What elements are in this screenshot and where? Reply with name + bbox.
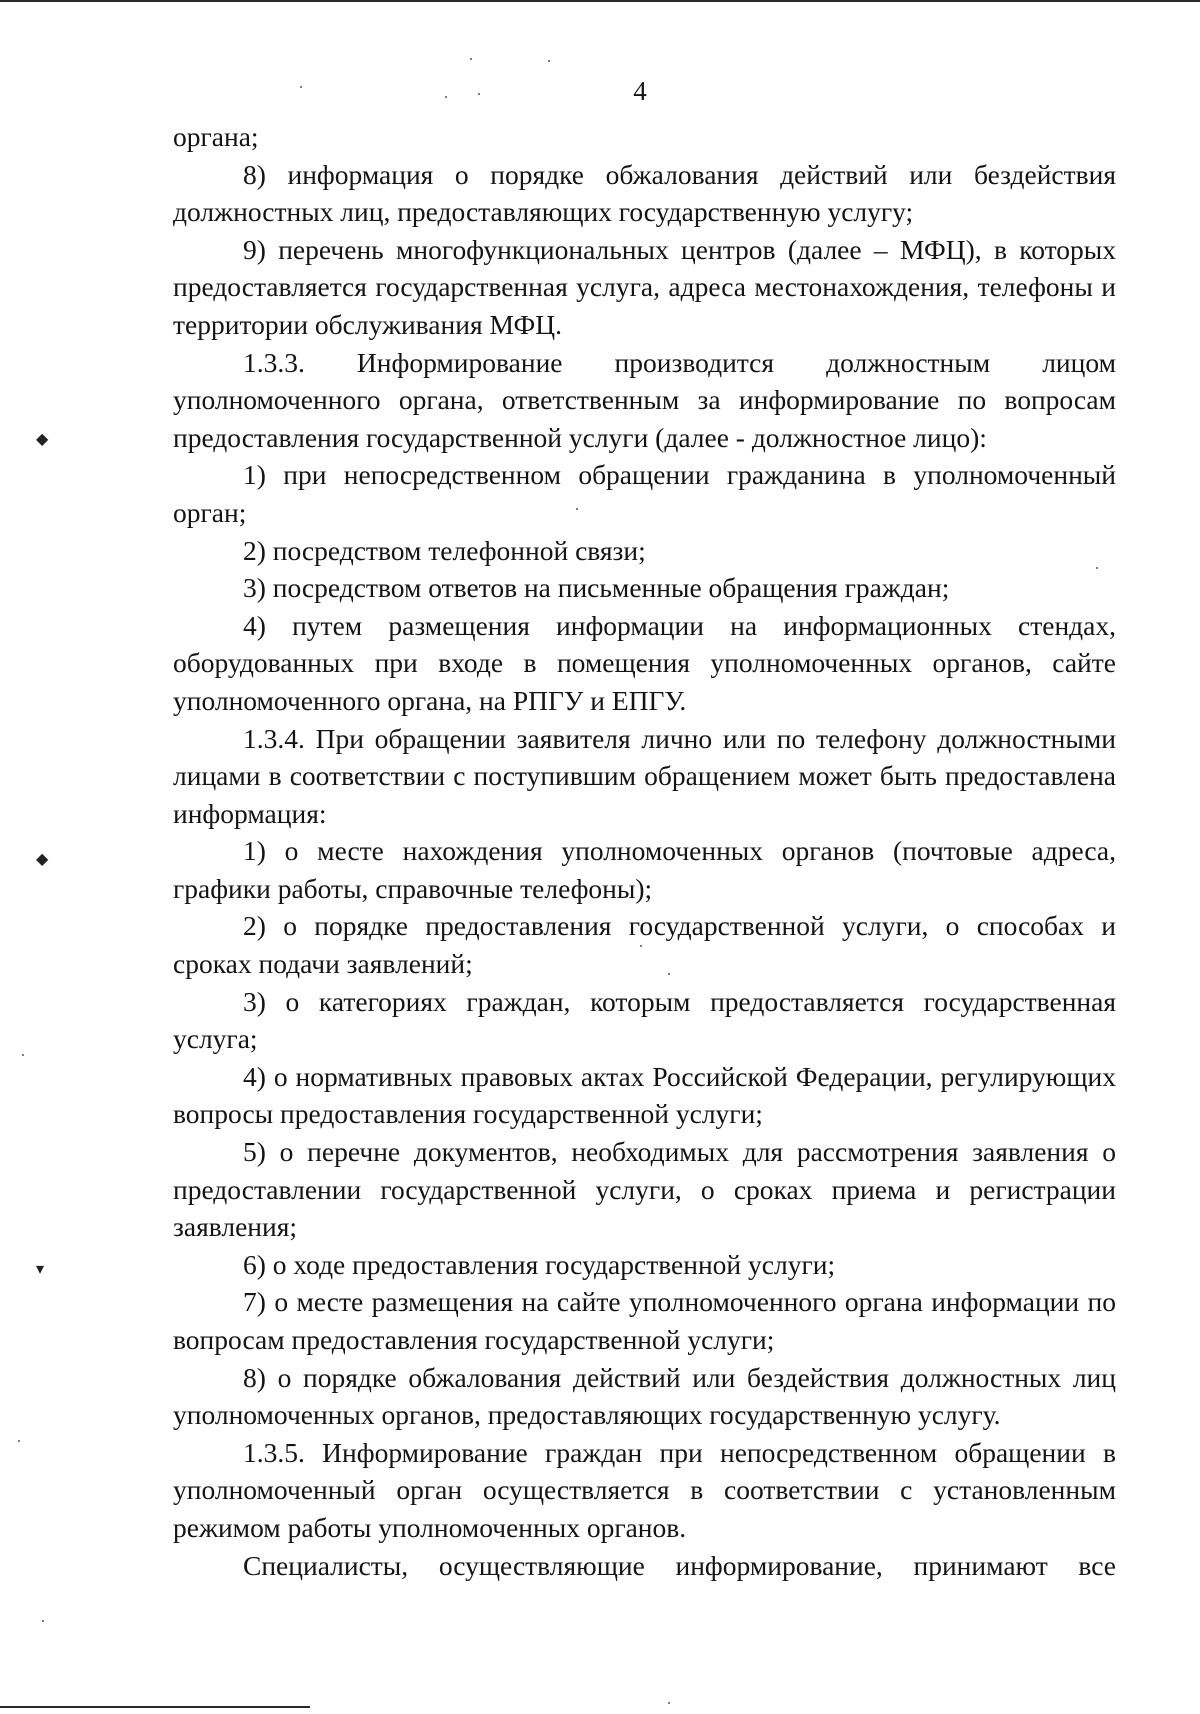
scan-speck: [576, 508, 578, 510]
scan-speck: [478, 93, 480, 95]
scan-speck: [668, 1702, 670, 1704]
paragraph-info-3: 3) о категориях граждан, которым предоставляется государственная услуга;: [173, 985, 1116, 1055]
paragraph-item-9-mfc-list: 9) перечень многофункциональных центров (далее – МФЦ), в которых предоставляется государственная услуга, адреса местонахождения, телефоны и территории обслуживания МФЦ.: [173, 233, 1116, 340]
paragraph-item-8-appeal-info: 8) информация о порядке обжалования действий или бездействия должностных лиц, предоставляющих государственную услугу;: [173, 158, 1116, 228]
paragraph-1-3-3: 1.3.3. Информирование производится должностным лицом уполномоченного органа, ответственным за информирование по вопросам предоставления государственной услуги (далее - должностное лицо):: [173, 346, 1116, 453]
paragraph-info-1: 1) о месте нахождения уполномоченных органов (почтовые адреса, графики работы, справочные телефоны);: [173, 835, 1116, 904]
paragraph-method-3: 3) посредством ответов на письменные обращения граждан;: [243, 572, 950, 604]
paragraph-continuation: органа;: [173, 121, 259, 152]
margin-mark: ◆: [36, 431, 49, 448]
paragraph-info-2: 2) о порядке предоставления государственной услуги, о способах и сроках подачи заявлений;: [173, 910, 1116, 980]
scan-edge-top: [0, 0, 1200, 2]
scan-speck: [668, 973, 670, 975]
paragraph-method-1: 1) при непосредственном обращении гражданина в уполномоченный орган;: [173, 459, 1116, 528]
scan-speck: [640, 945, 642, 947]
scan-speck: [18, 1440, 20, 1442]
paragraph-info-6: 6) о ходе предоставления государственной услуги;: [243, 1248, 836, 1280]
scan-speck: [42, 1620, 44, 1622]
page-number: 4: [633, 76, 647, 106]
paragraph-info-5: 5) о перечне документов, необходимых для рассмотрения заявления о предоставлении государственной услуги, о сроках приема и регистрации заявления;: [173, 1136, 1116, 1243]
scan-speck: [22, 1054, 24, 1056]
paragraph-method-4: 4) путем размещения информации на информационных стендах, оборудованных при входе в помещения уполномоченных органов, сайте уполномоченного органа, на РПГУ и ЕПГУ.: [173, 609, 1116, 716]
scan-speck: [470, 58, 472, 60]
paragraph-method-2: 2) посредством телефонной связи;: [243, 534, 646, 566]
paragraph-1-3-5: 1.3.5. Информирование граждан при непосредственном обращении в уполномоченный орган осуществляется в соответствии с установленным режимом работы уполномоченных органов.: [173, 1436, 1116, 1543]
paragraph-info-8: 8) о порядке обжалования действий или бездействия должностных лиц уполномоченных органов, предоставляющих государственную услугу.: [173, 1361, 1116, 1431]
scan-speck: [445, 96, 447, 98]
scan-edge-bottom: [0, 1706, 310, 1708]
paragraph-info-4: 4) о нормативных правовых актах Российской Федерации, регулирующих вопросы предоставления государственной услуги;: [173, 1060, 1116, 1130]
scan-speck: [300, 86, 302, 88]
margin-mark: ▾: [36, 1261, 45, 1278]
scan-speck: [1096, 567, 1098, 569]
paragraph-info-7: 7) о месте размещения на сайте уполномоченного органа информации по вопросам предоставления государственной услуги;: [173, 1286, 1116, 1355]
document-body: [173, 118, 1116, 1584]
scan-speck: [548, 60, 550, 62]
paragraph-1-3-4: 1.3.4. При обращении заявителя лично или по телефону должностными лицами в соответствии с поступившим обращением может быть предоставлена информация:: [173, 722, 1116, 829]
margin-mark: ◆: [36, 851, 49, 868]
paragraph-specialists: Специалисты, осуществляющие информирование, принимают все: [243, 1549, 1116, 1581]
